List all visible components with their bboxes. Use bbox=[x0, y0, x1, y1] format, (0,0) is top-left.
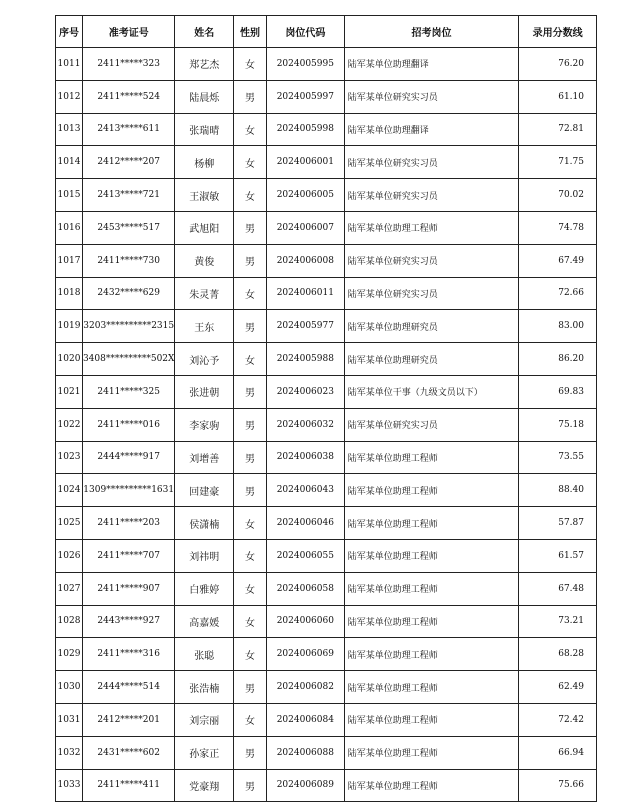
cell-position: 陆军某单位助理工程师 bbox=[344, 539, 519, 572]
cell-score: 76.20 bbox=[519, 48, 597, 81]
table-row bbox=[56, 343, 597, 376]
cell-seq: 1018 bbox=[56, 277, 83, 310]
cell-gender: 男 bbox=[234, 80, 267, 113]
cell-gender: 男 bbox=[234, 310, 267, 343]
cell-seq: 1017 bbox=[56, 244, 83, 277]
table-row bbox=[56, 736, 597, 769]
cell-score: 75.18 bbox=[519, 408, 597, 441]
cell-seq: 1028 bbox=[56, 605, 83, 638]
table-row bbox=[56, 769, 597, 802]
cell-name: 武旭阳 bbox=[175, 211, 234, 244]
cell-gender: 女 bbox=[234, 539, 267, 572]
cell-code: 2024005977 bbox=[266, 310, 344, 343]
cell-position: 陆军某单位助理工程师 bbox=[344, 736, 519, 769]
cell-gender: 女 bbox=[234, 146, 267, 179]
cell-name: 王淑敏 bbox=[175, 179, 234, 212]
cell-gender: 男 bbox=[234, 441, 267, 474]
cell-exam-id: 2411*****411 bbox=[82, 769, 175, 802]
cell-position: 陆军某单位助理翻译 bbox=[344, 48, 519, 81]
cell-score: 86.20 bbox=[519, 343, 597, 376]
cell-gender: 男 bbox=[234, 211, 267, 244]
cell-position: 陆军某单位助理工程师 bbox=[344, 638, 519, 671]
cell-score: 72.66 bbox=[519, 277, 597, 310]
table-row bbox=[56, 277, 597, 310]
cell-code: 2024006005 bbox=[266, 179, 344, 212]
cell-gender: 男 bbox=[234, 474, 267, 507]
header-exam-id: 准考证号 bbox=[82, 16, 175, 48]
cell-name: 黄俊 bbox=[175, 244, 234, 277]
cell-code: 2024006084 bbox=[266, 703, 344, 736]
cell-code: 2024006023 bbox=[266, 375, 344, 408]
table-row bbox=[56, 80, 597, 113]
cell-code: 2024005988 bbox=[266, 343, 344, 376]
cell-gender: 女 bbox=[234, 277, 267, 310]
cell-name: 刘祎明 bbox=[175, 539, 234, 572]
table-row bbox=[56, 179, 597, 212]
cell-exam-id: 2411*****524 bbox=[82, 80, 175, 113]
cell-code: 2024005995 bbox=[266, 48, 344, 81]
cell-seq: 1016 bbox=[56, 211, 83, 244]
cell-score: 61.10 bbox=[519, 80, 597, 113]
cell-exam-id: 2412*****201 bbox=[82, 703, 175, 736]
cell-name: 杨柳 bbox=[175, 146, 234, 179]
header-position: 招考岗位 bbox=[344, 16, 519, 48]
header-score: 录用分数线 bbox=[519, 16, 597, 48]
cell-seq: 1012 bbox=[56, 80, 83, 113]
cell-position: 陆军某单位助理研究员 bbox=[344, 343, 519, 376]
cell-seq: 1032 bbox=[56, 736, 83, 769]
cell-gender: 女 bbox=[234, 605, 267, 638]
cell-code: 2024006011 bbox=[266, 277, 344, 310]
cell-name: 朱灵菁 bbox=[175, 277, 234, 310]
cell-name: 张进朝 bbox=[175, 375, 234, 408]
cell-score: 67.49 bbox=[519, 244, 597, 277]
cell-name: 王东 bbox=[175, 310, 234, 343]
cell-code: 2024006082 bbox=[266, 671, 344, 704]
cell-code: 2024006069 bbox=[266, 638, 344, 671]
table-row bbox=[56, 605, 597, 638]
cell-score: 73.21 bbox=[519, 605, 597, 638]
cell-code: 2024006089 bbox=[266, 769, 344, 802]
cell-position: 陆军某单位研究实习员 bbox=[344, 277, 519, 310]
cell-gender: 女 bbox=[234, 638, 267, 671]
cell-seq: 1021 bbox=[56, 375, 83, 408]
header-seq: 序号 bbox=[56, 16, 83, 48]
cell-seq: 1022 bbox=[56, 408, 83, 441]
table-row bbox=[56, 113, 597, 146]
cell-position: 陆军某单位助理工程师 bbox=[344, 572, 519, 605]
cell-seq: 1025 bbox=[56, 507, 83, 540]
cell-score: 71.75 bbox=[519, 146, 597, 179]
cell-gender: 女 bbox=[234, 507, 267, 540]
cell-score: 74.78 bbox=[519, 211, 597, 244]
cell-score: 61.57 bbox=[519, 539, 597, 572]
cell-position: 陆军某单位助理工程师 bbox=[344, 211, 519, 244]
cell-gender: 女 bbox=[234, 113, 267, 146]
table-row bbox=[56, 474, 597, 507]
cell-gender: 男 bbox=[234, 671, 267, 704]
cell-exam-id: 2443*****927 bbox=[82, 605, 175, 638]
cell-exam-id: 2411*****907 bbox=[82, 572, 175, 605]
cell-seq: 1011 bbox=[56, 48, 83, 81]
cell-gender: 女 bbox=[234, 48, 267, 81]
table-row bbox=[56, 146, 597, 179]
cell-score: 68.28 bbox=[519, 638, 597, 671]
cell-position: 陆军某单位助理工程师 bbox=[344, 703, 519, 736]
header-row bbox=[56, 16, 597, 48]
table-row bbox=[56, 539, 597, 572]
cell-code: 2024006007 bbox=[266, 211, 344, 244]
cell-seq: 1026 bbox=[56, 539, 83, 572]
table-row bbox=[56, 211, 597, 244]
cell-score: 73.55 bbox=[519, 441, 597, 474]
cell-score: 62.49 bbox=[519, 671, 597, 704]
cell-exam-id: 2413*****721 bbox=[82, 179, 175, 212]
cell-exam-id: 3408**********502X bbox=[82, 343, 175, 376]
cell-code: 2024006060 bbox=[266, 605, 344, 638]
cell-name: 李家驹 bbox=[175, 408, 234, 441]
cell-name: 张浩楠 bbox=[175, 671, 234, 704]
cell-exam-id: 2431*****602 bbox=[82, 736, 175, 769]
cell-seq: 1023 bbox=[56, 441, 83, 474]
cell-exam-id: 2444*****514 bbox=[82, 671, 175, 704]
cell-exam-id: 1309**********1631 bbox=[82, 474, 175, 507]
cell-score: 72.42 bbox=[519, 703, 597, 736]
table-row bbox=[56, 244, 597, 277]
cell-code: 2024005997 bbox=[266, 80, 344, 113]
cell-position: 陆军某单位研究实习员 bbox=[344, 80, 519, 113]
cell-gender: 男 bbox=[234, 769, 267, 802]
cell-exam-id: 2413*****611 bbox=[82, 113, 175, 146]
cell-seq: 1030 bbox=[56, 671, 83, 704]
cell-score: 67.48 bbox=[519, 572, 597, 605]
cell-name: 张瑞晴 bbox=[175, 113, 234, 146]
cell-name: 回建豪 bbox=[175, 474, 234, 507]
cell-seq: 1027 bbox=[56, 572, 83, 605]
cell-exam-id: 3203**********2315 bbox=[82, 310, 175, 343]
cell-position: 陆军某单位研究实习员 bbox=[344, 146, 519, 179]
cell-code: 2024006043 bbox=[266, 474, 344, 507]
cell-name: 郑艺杰 bbox=[175, 48, 234, 81]
cell-exam-id: 2411*****316 bbox=[82, 638, 175, 671]
cell-position: 陆军某单位助理工程师 bbox=[344, 769, 519, 802]
table-row bbox=[56, 48, 597, 81]
table-row bbox=[56, 441, 597, 474]
cell-gender: 女 bbox=[234, 703, 267, 736]
cell-code: 2024006088 bbox=[266, 736, 344, 769]
cell-position: 陆军某单位助理工程师 bbox=[344, 671, 519, 704]
cell-gender: 男 bbox=[234, 244, 267, 277]
cell-seq: 1013 bbox=[56, 113, 83, 146]
cell-name: 侯潇楠 bbox=[175, 507, 234, 540]
cell-name: 刘宗丽 bbox=[175, 703, 234, 736]
cell-gender: 男 bbox=[234, 408, 267, 441]
cell-score: 72.81 bbox=[519, 113, 597, 146]
cell-code: 2024006055 bbox=[266, 539, 344, 572]
cell-seq: 1015 bbox=[56, 179, 83, 212]
table-body bbox=[56, 48, 597, 802]
cell-name: 高嘉媛 bbox=[175, 605, 234, 638]
cell-name: 白雅婷 bbox=[175, 572, 234, 605]
cell-seq: 1033 bbox=[56, 769, 83, 802]
cell-position: 陆军某单位助理翻译 bbox=[344, 113, 519, 146]
cell-exam-id: 2411*****016 bbox=[82, 408, 175, 441]
cell-code: 2024006032 bbox=[266, 408, 344, 441]
cell-position: 陆军某单位干事（九级文员以下） bbox=[344, 375, 519, 408]
cell-name: 刘沁予 bbox=[175, 343, 234, 376]
cell-seq: 1031 bbox=[56, 703, 83, 736]
cell-score: 70.02 bbox=[519, 179, 597, 212]
cell-score: 69.83 bbox=[519, 375, 597, 408]
cell-name: 党豪翔 bbox=[175, 769, 234, 802]
table-row bbox=[56, 638, 597, 671]
header-name: 姓名 bbox=[175, 16, 234, 48]
cell-gender: 男 bbox=[234, 375, 267, 408]
cell-seq: 1019 bbox=[56, 310, 83, 343]
cell-position: 陆军某单位研究实习员 bbox=[344, 179, 519, 212]
cell-exam-id: 2411*****203 bbox=[82, 507, 175, 540]
cell-score: 75.66 bbox=[519, 769, 597, 802]
cell-position: 陆军某单位助理工程师 bbox=[344, 441, 519, 474]
cell-gender: 男 bbox=[234, 736, 267, 769]
cell-seq: 1014 bbox=[56, 146, 83, 179]
table-row bbox=[56, 703, 597, 736]
cell-exam-id: 2453*****517 bbox=[82, 211, 175, 244]
table-row bbox=[56, 507, 597, 540]
cell-name: 孙家正 bbox=[175, 736, 234, 769]
cell-name: 陆晨烁 bbox=[175, 80, 234, 113]
cell-gender: 女 bbox=[234, 343, 267, 376]
cell-exam-id: 2411*****323 bbox=[82, 48, 175, 81]
cell-seq: 1029 bbox=[56, 638, 83, 671]
cell-position: 陆军某单位助理工程师 bbox=[344, 507, 519, 540]
cell-exam-id: 2411*****707 bbox=[82, 539, 175, 572]
cell-seq: 1024 bbox=[56, 474, 83, 507]
cell-position: 陆军某单位研究实习员 bbox=[344, 408, 519, 441]
cell-code: 2024006046 bbox=[266, 507, 344, 540]
cell-exam-id: 2411*****730 bbox=[82, 244, 175, 277]
cell-position: 陆军某单位研究实习员 bbox=[344, 244, 519, 277]
table-row bbox=[56, 671, 597, 704]
header-code: 岗位代码 bbox=[266, 16, 344, 48]
table-row bbox=[56, 572, 597, 605]
cell-position: 陆军某单位助理工程师 bbox=[344, 605, 519, 638]
cell-code: 2024006001 bbox=[266, 146, 344, 179]
cell-code: 2024005998 bbox=[266, 113, 344, 146]
cell-gender: 女 bbox=[234, 572, 267, 605]
cell-name: 张聪 bbox=[175, 638, 234, 671]
cell-code: 2024006058 bbox=[266, 572, 344, 605]
cell-code: 2024006038 bbox=[266, 441, 344, 474]
table-row bbox=[56, 408, 597, 441]
cell-name: 刘增善 bbox=[175, 441, 234, 474]
cell-gender: 女 bbox=[234, 179, 267, 212]
cell-seq: 1020 bbox=[56, 343, 83, 376]
admission-score-table bbox=[55, 15, 597, 802]
cell-score: 88.40 bbox=[519, 474, 597, 507]
cell-position: 陆军某单位助理工程师 bbox=[344, 474, 519, 507]
cell-position: 陆军某单位助理研究员 bbox=[344, 310, 519, 343]
cell-score: 57.87 bbox=[519, 507, 597, 540]
cell-exam-id: 2411*****325 bbox=[82, 375, 175, 408]
cell-score: 66.94 bbox=[519, 736, 597, 769]
cell-exam-id: 2444*****917 bbox=[82, 441, 175, 474]
cell-exam-id: 2412*****207 bbox=[82, 146, 175, 179]
cell-score: 83.00 bbox=[519, 310, 597, 343]
table-row bbox=[56, 310, 597, 343]
cell-exam-id: 2432*****629 bbox=[82, 277, 175, 310]
cell-code: 2024006008 bbox=[266, 244, 344, 277]
header-gender: 性别 bbox=[234, 16, 267, 48]
table-row bbox=[56, 375, 597, 408]
